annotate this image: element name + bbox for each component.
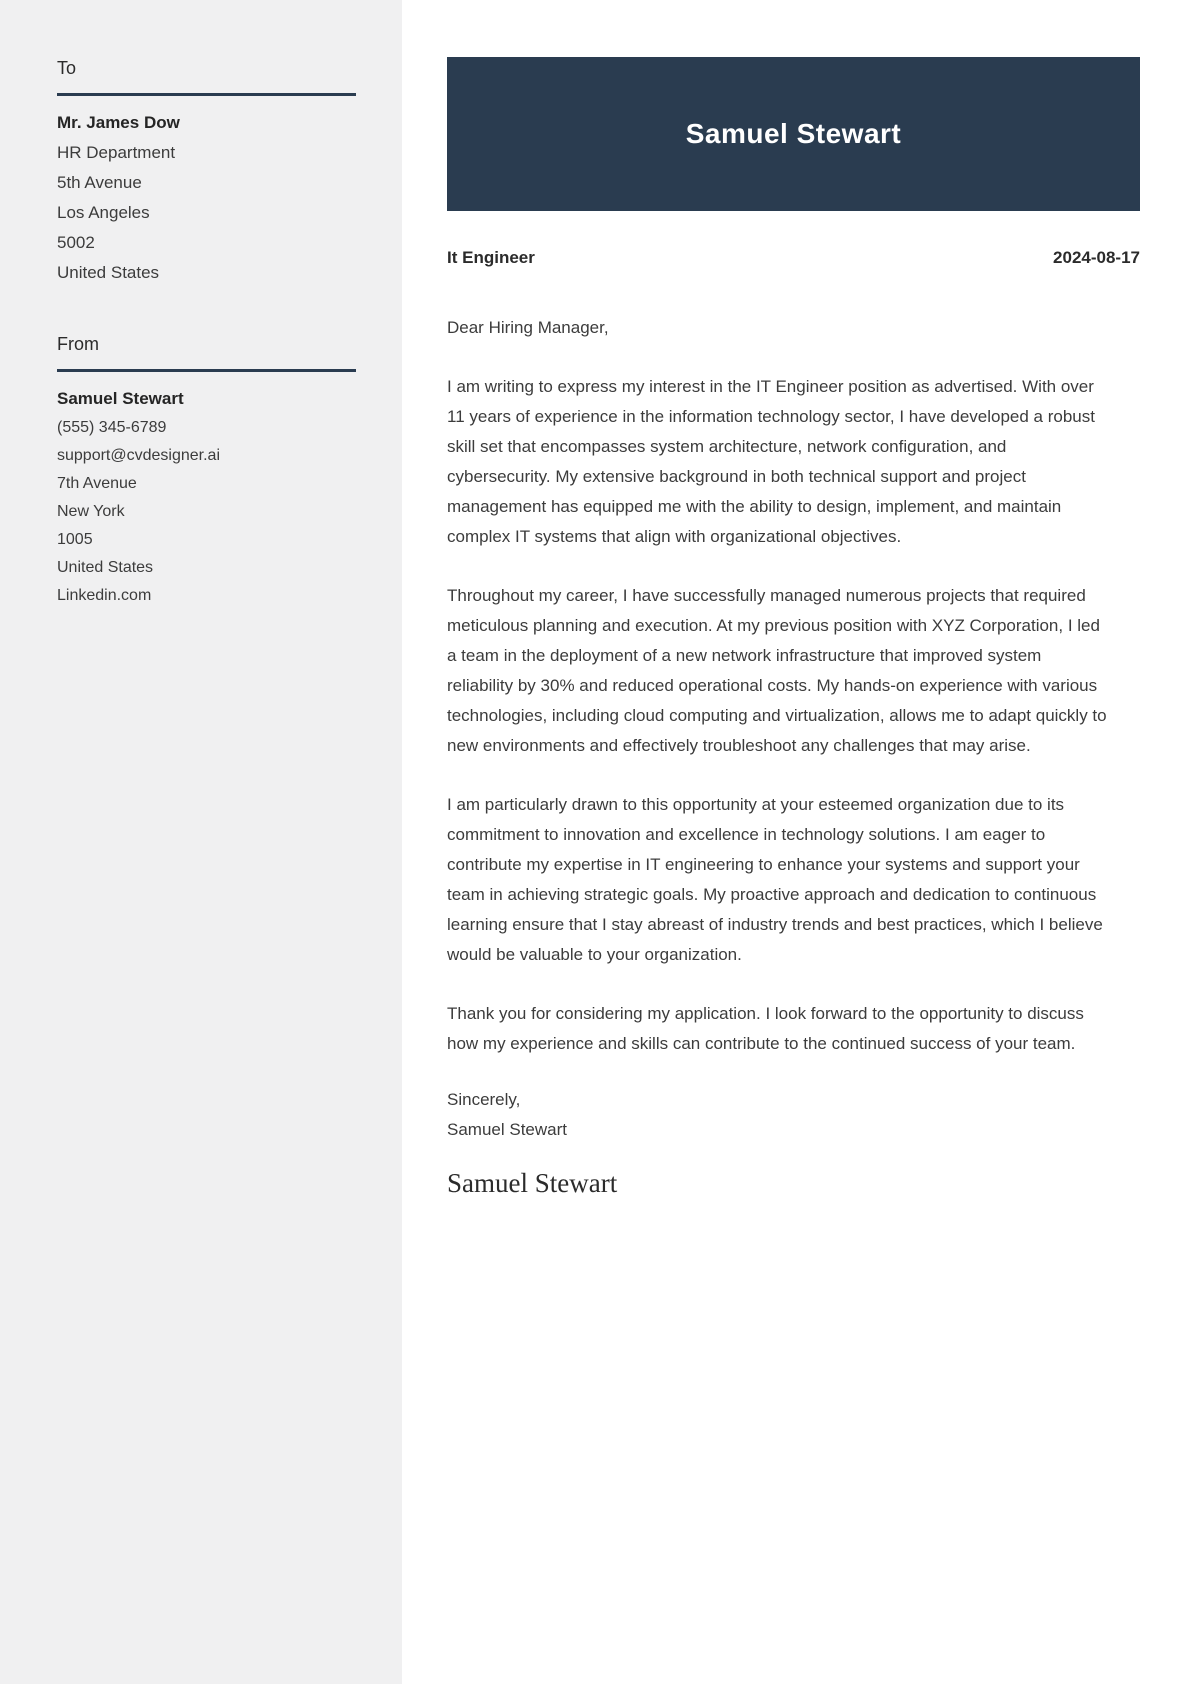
sender-name: Samuel Stewart	[57, 389, 184, 408]
sender-city: New York	[57, 503, 125, 520]
recipient-street: 5th Avenue	[57, 173, 142, 192]
salutation: Dear Hiring Manager,	[447, 318, 609, 337]
contact-sidebar	[0, 0, 402, 1684]
recipient-address-block	[57, 108, 356, 288]
paragraph-intro: I am writing to express my interest in the IT Engineer position as advertised. With over 11 years of experience in the information technology sector, I have developed a robust skill set that encompasses system architecture, network configuration, and cybersecurity. My extensive background in both technical support and project management has equipped me with the ability to design, implement, and maintain complex IT systems that align with organizational objectives.	[447, 377, 1095, 546]
sender-email: support@cvdesigner.ai	[57, 447, 220, 464]
to-divider	[57, 93, 356, 96]
from-heading: From	[57, 334, 99, 354]
recipient-department: HR Department	[57, 143, 176, 162]
sender-linkedin: Linkedin.com	[57, 587, 152, 604]
job-title: It Engineer	[447, 248, 535, 267]
closing-word: Sincerely,	[447, 1090, 521, 1109]
applicant-name-title: Samuel Stewart	[685, 118, 902, 149]
recipient-country: United States	[57, 263, 160, 282]
paragraph-experience: Throughout my career, I have successfully managed numerous projects that required meticulous planning and execution. At my previous position with XYZ Corporation, I led a team in the deployment of a new network infrastructure that improved system reliability by 30% and reduced operational costs. My hands-on experience with various technologies, including cloud computing and virtualization, allows me to adapt quickly to new environments and effectively troubleshoot any challenges that may arise.	[447, 586, 1107, 755]
sender-postcode: 1005	[57, 531, 93, 548]
sender-street: 7th Avenue	[57, 475, 137, 492]
paragraph-motivation: I am particularly drawn to this opportunity at your esteemed organization due to its commitment to innovation and excellence in technology solutions. I am eager to contribute my expertise in IT engineering to enhance your systems and support your team in achieving strategic goals. My proactive approach and dedication to continuous learning ensure that I stay abreast of industry trends and best practices, which I believe would be valuable to your organization.	[447, 795, 1103, 964]
closing-block	[447, 1085, 1140, 1145]
paragraph-thanks: Thank you for considering my application. I look forward to the opportunity to discuss how my experience and skills can contribute to the continued success of your team.	[447, 1004, 1084, 1053]
sender-country: United States	[57, 559, 154, 576]
recipient-name: Mr. James Dow	[57, 113, 180, 132]
sender-address-block	[57, 384, 356, 610]
handwritten-signature: Samuel Stewart	[447, 1168, 618, 1198]
closing-name: Samuel Stewart	[447, 1120, 567, 1139]
recipient-section	[57, 57, 356, 288]
recipient-city: Los Angeles	[57, 203, 150, 222]
recipient-postcode: 5002	[57, 233, 95, 252]
letter-body-column	[402, 0, 1200, 1684]
meta-row	[447, 243, 1140, 273]
to-heading: To	[57, 58, 77, 78]
sender-phone: (555) 345-6789	[57, 419, 167, 436]
from-divider	[57, 369, 356, 372]
sender-section	[57, 333, 356, 610]
letter-date: 2024-08-17	[1053, 248, 1140, 267]
name-banner	[447, 57, 1140, 211]
